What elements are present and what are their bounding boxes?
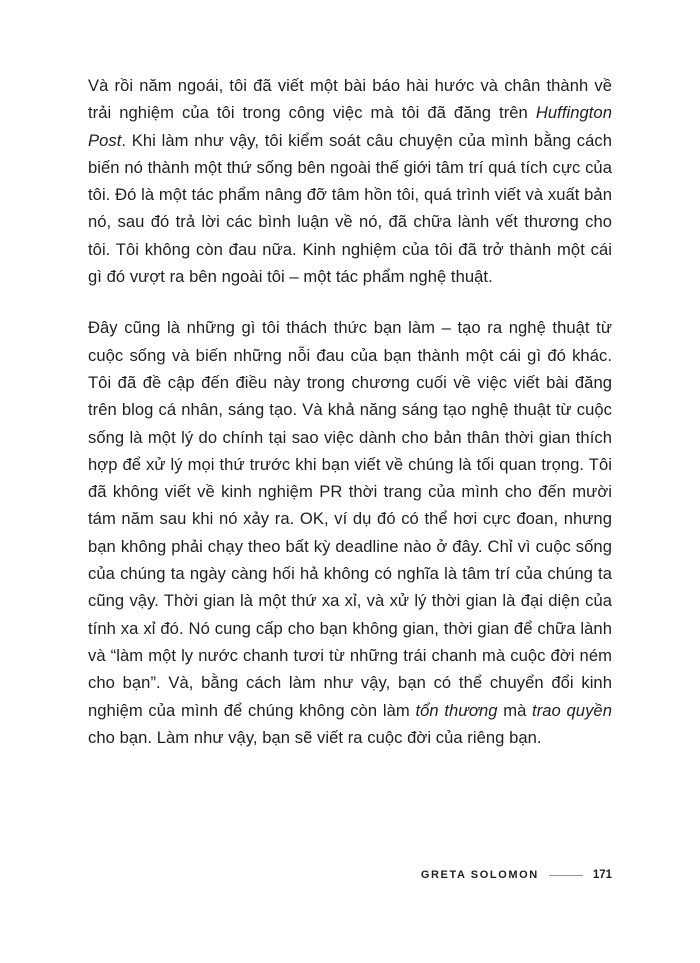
paragraph-1-text-1: Và rồi năm ngoái, tôi đã viết một bài báo hài hước và chân thành về trải nghiệm của tôi trong công việc mà tôi đã đăng trên [88,76,612,123]
paragraph-1-italic-publication: Huffington Post [88,103,612,150]
footer-rule [549,875,583,876]
paragraph-2 [88,314,612,751]
page-footer [421,869,612,881]
paragraph-2-italic-1: tổn thương [415,700,498,720]
paragraph-2-text-1: Đây cũng là những gì tôi thách thức bạn làm – tạo ra nghệ thuật từ cuộc sống và biến những nỗi đau của bạn thành một cái gì đó khác. Tôi đã đề cập đến điều này trong chương cuối về việc viết bài đăng trên blog cá nhân, sáng tạo. Và khả năng sáng tạo nghệ thuật từ cuộc sống là một lý do chính tại sao việc dành cho bản thân thời gian thích hợp để xử lý mọi thứ trước khi bạn viết về chúng là tối quan trọng. Tôi đã không viết về kinh nghiệm PR thời trang của mình cho đến mười tám năm sau khi nó xảy ra. OK, ví dụ đó có thể hơi cực đoan, nhưng bạn không phải chạy theo bất kỳ deadline nào ở đây. Chỉ vì cuộc sống của chúng ta ngày càng hối hả không có nghĩa là tâm trí của chúng ta cũng vậy. Thời gian là một thứ xa xỉ, và xử lý thời gian là đại diện của tính xa xỉ đó. Nó cung cấp cho bạn không gian, thời gian để chữa lành và “làm một ly nước chanh tươi từ những trái chanh mà cuộc đời ném cho bạn”. Và, bằng cách làm như vậy, bạn có thể chuyển đổi kinh nghiệm của mình để chúng không còn làm [88,318,612,720]
paragraph-1-text-2: . Khi làm như vậy, tôi kiểm soát câu chuyện của mình bằng cách biến nó thành một thứ sống bên ngoài thế giới tâm trí quá tích cực của tôi. Đó là một tác phẩm nâng đỡ tâm hồn tôi, quá trình viết và xuất bản nó, sau đó trả lời các bình luận về nó, đã chữa lành vết thương cho tôi. Tôi không còn đau nữa. Kinh nghiệm của tôi đã trở thành một cái gì đó vượt ra bên ngoài tôi – một tác phẩm nghệ thuật. [88,130,612,287]
paragraph-2-italic-2: trao quyền [532,700,612,720]
paragraph-2-text-3: cho bạn. Làm như vậy, bạn sẽ viết ra cuộc đời của riêng bạn. [88,727,542,747]
footer-author: GRETA SOLOMON [420,869,539,881]
paragraph-1 [88,72,612,290]
paragraph-2-text-2: mà [497,700,533,720]
page-number: 171 [592,869,612,881]
page-body [88,72,612,751]
